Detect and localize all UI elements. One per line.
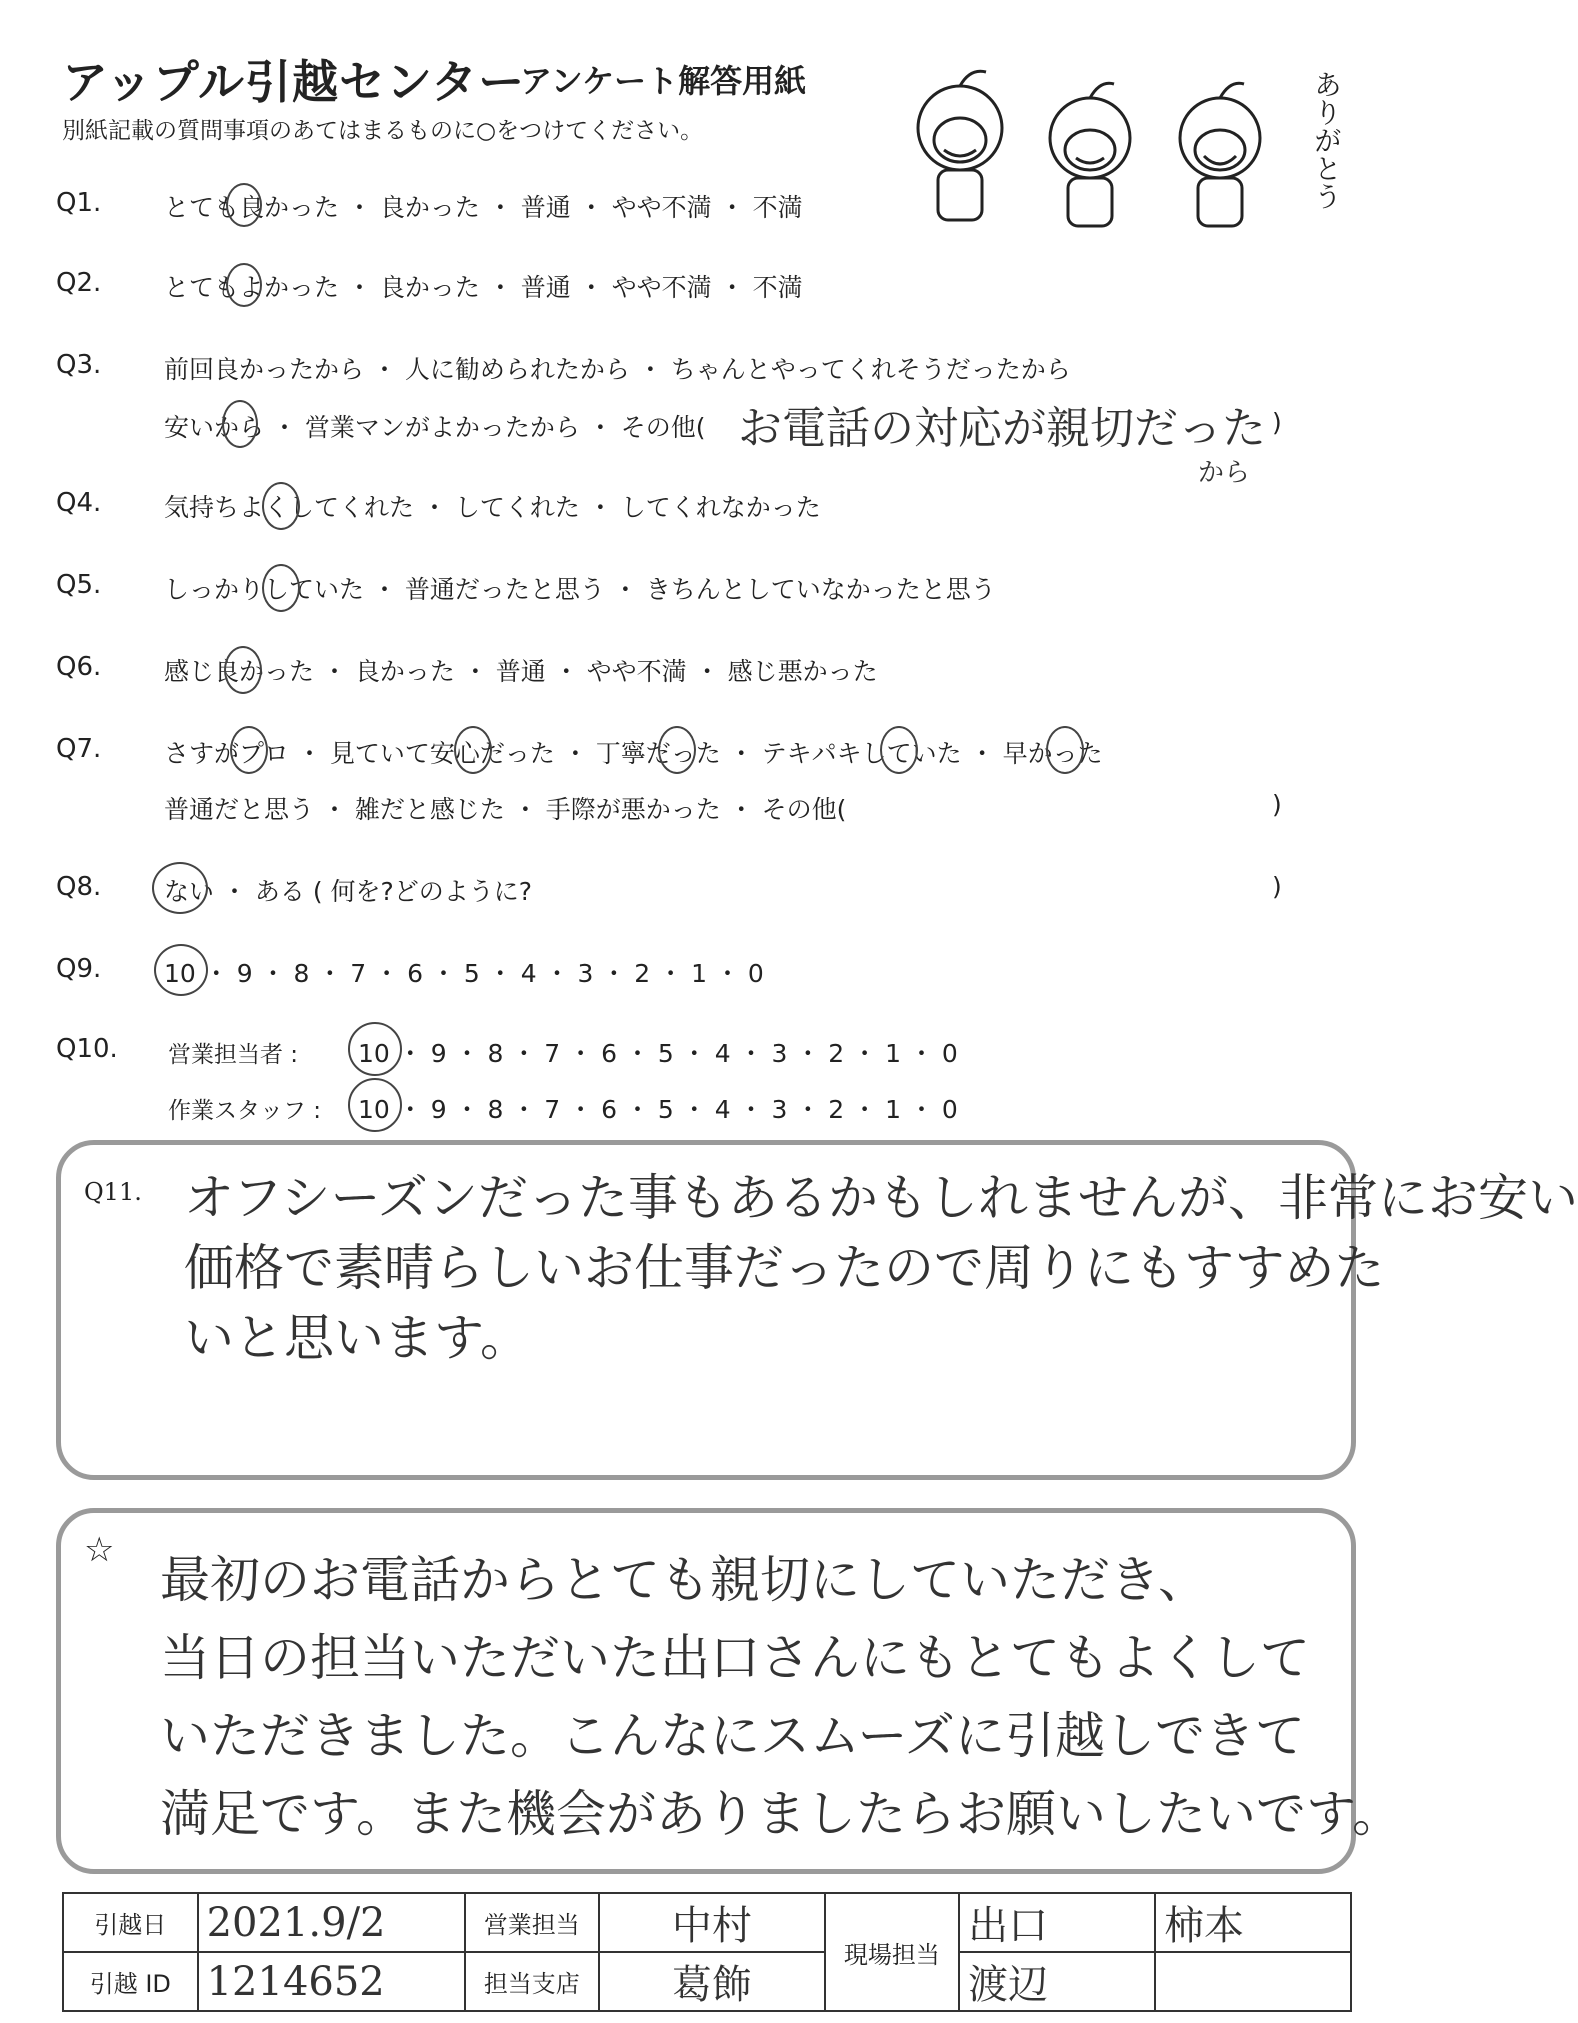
site-staff-4 [1155,1952,1351,2011]
site-staff-2: 柿本 [1155,1893,1351,1952]
sales-label: 営業担当 [465,1893,600,1952]
q1-answer-circle [226,183,262,227]
q7-options-line1[interactable]: さすがプロ ・ 見ていて安心だった ・ 丁寧だった ・ テキパキしていた ・ 早かった [164,739,1103,768]
q11-label: Q11. [84,1178,142,1206]
q8-close: ) [1272,872,1282,901]
site-label: 現場担当 [825,1893,960,2011]
staff-info-table [62,1892,1352,2012]
q9-number: Q9. [56,954,102,984]
comment-line-1: 最初のお電話からとても親切にしていただき、 [160,1551,1208,1609]
q3-answer-circle [222,400,258,448]
q10-sales-label: 営業担当者 : [168,1042,299,1068]
q11-line-1: オフシーズンだった事もあるかもしれませんが、非常にお安い [184,1169,1578,1227]
q3-other-handwritten-2: から [1198,458,1251,488]
comment-line-3: いただきました。こんなにスムーズに引越しできて [160,1707,1305,1765]
mascot-right-icon [1180,83,1260,226]
move-date-label: 引越日 [63,1893,198,1952]
move-id-value: 1214652 [198,1952,465,2011]
q6-answer-circle [224,646,262,694]
q8-answer-circle [152,862,208,914]
comment-line-4: 満足です。また機会がありましたらお願いしたいです。 [160,1785,1402,1843]
q10-sales-answer-circle [348,1022,402,1076]
q7-number: Q7. [56,734,102,764]
mascot-left-icon [918,71,1002,220]
q9-scale[interactable]: 10 ・ 9 ・ 8 ・ 7 ・ 6 ・ 5 ・ 4 ・ 3 ・ 2 ・ 1 ・ 0 [164,959,764,988]
q5-answer-circle [262,564,300,612]
branch-name: 葛飾 [599,1952,824,2011]
q11-line-2: 価格で素晴らしいお仕事だったので周りにもすすめた [184,1239,1385,1297]
q3-options-line1[interactable]: 前回良かったから ・ 人に勧められたから ・ ちゃんとやってくれそうだったから [164,355,1071,384]
comment-line-2: 当日の担当いただいた出口さんにもとてもよくして [160,1629,1310,1687]
instructions: 別紙記載の質問事項のあてはまるものに○をつけてください。 [62,118,704,144]
move-date-value: 2021.9/2 [198,1893,465,1952]
q7-other-close: ) [1272,790,1282,819]
sales-name: 中村 [599,1893,824,1952]
q6-options[interactable]: 感じ良かった ・ 良かった ・ 普通 ・ やや不満 ・ 感じ悪かった [164,657,878,686]
mascot-illustration [900,58,1350,238]
form-subtitle: アンケート解答用紙 [520,62,807,100]
q4-options[interactable]: 気持ちよくしてくれた ・ してくれた ・ してくれなかった [164,493,821,522]
q1-options[interactable]: とても良かった ・ 良かった ・ 普通 ・ やや不満 ・ 不満 [164,193,803,222]
q11-line-3: いと思います。 [184,1309,530,1367]
q7-answer-circle-1 [230,726,268,774]
q8-number: Q8. [56,872,102,902]
site-staff-3: 渡辺 [959,1952,1155,2011]
q4-number: Q4. [56,488,102,518]
q10-staff-label: 作業スタッフ : [168,1098,322,1124]
q7-answer-circle-4 [880,726,918,774]
q4-answer-circle [262,482,300,530]
q10-number: Q10. [56,1034,118,1064]
q6-number: Q6. [56,652,102,682]
q2-options[interactable]: とてもよかった ・ 良かった ・ 普通 ・ やや不満 ・ 不満 [164,273,803,302]
company-title: アップル引越センター [62,55,526,109]
q2-answer-circle [226,263,262,307]
q7-answer-circle-5 [1046,726,1084,774]
q2-number: Q2. [56,268,102,298]
move-id-label: 引越 ID [63,1952,198,2011]
q9-answer-circle [154,944,208,996]
mascot-center-icon [1050,83,1130,226]
q5-number: Q5. [56,570,102,600]
q7-answer-circle-2 [454,726,492,774]
q7-answer-circle-3 [658,726,696,774]
star-icon: ☆ [84,1530,115,1570]
q3-other-close: ) [1272,408,1282,437]
q10-staff-answer-circle [348,1078,402,1132]
q10-sales-scale[interactable]: 10 ・ 9 ・ 8 ・ 7 ・ 6 ・ 5 ・ 4 ・ 3 ・ 2 ・ 1 ・ 0 [358,1039,958,1068]
q5-options[interactable]: しっかりしていた ・ 普通だったと思う ・ きちんとしていなかったと思う [164,575,996,604]
thanks-text: ありがとう [1310,70,1343,210]
q3-other-handwritten: お電話の対応が親切だった [738,403,1266,454]
q1-number: Q1. [56,188,102,218]
q7-options-line2[interactable]: 普通だと思う ・ 雑だと感じた ・ 手際が悪かった ・ その他( [164,795,847,824]
branch-label: 担当支店 [465,1952,600,2011]
site-staff-1: 出口 [959,1893,1155,1952]
q3-options-line2[interactable]: 安いから ・ 営業マンがよかったから ・ その他( [164,413,706,442]
q10-staff-scale[interactable]: 10 ・ 9 ・ 8 ・ 7 ・ 6 ・ 5 ・ 4 ・ 3 ・ 2 ・ 1 ・ 0 [358,1095,958,1124]
q3-number: Q3. [56,350,102,380]
q8-options[interactable]: ない ・ ある ( 何を?どのように? [164,877,533,906]
